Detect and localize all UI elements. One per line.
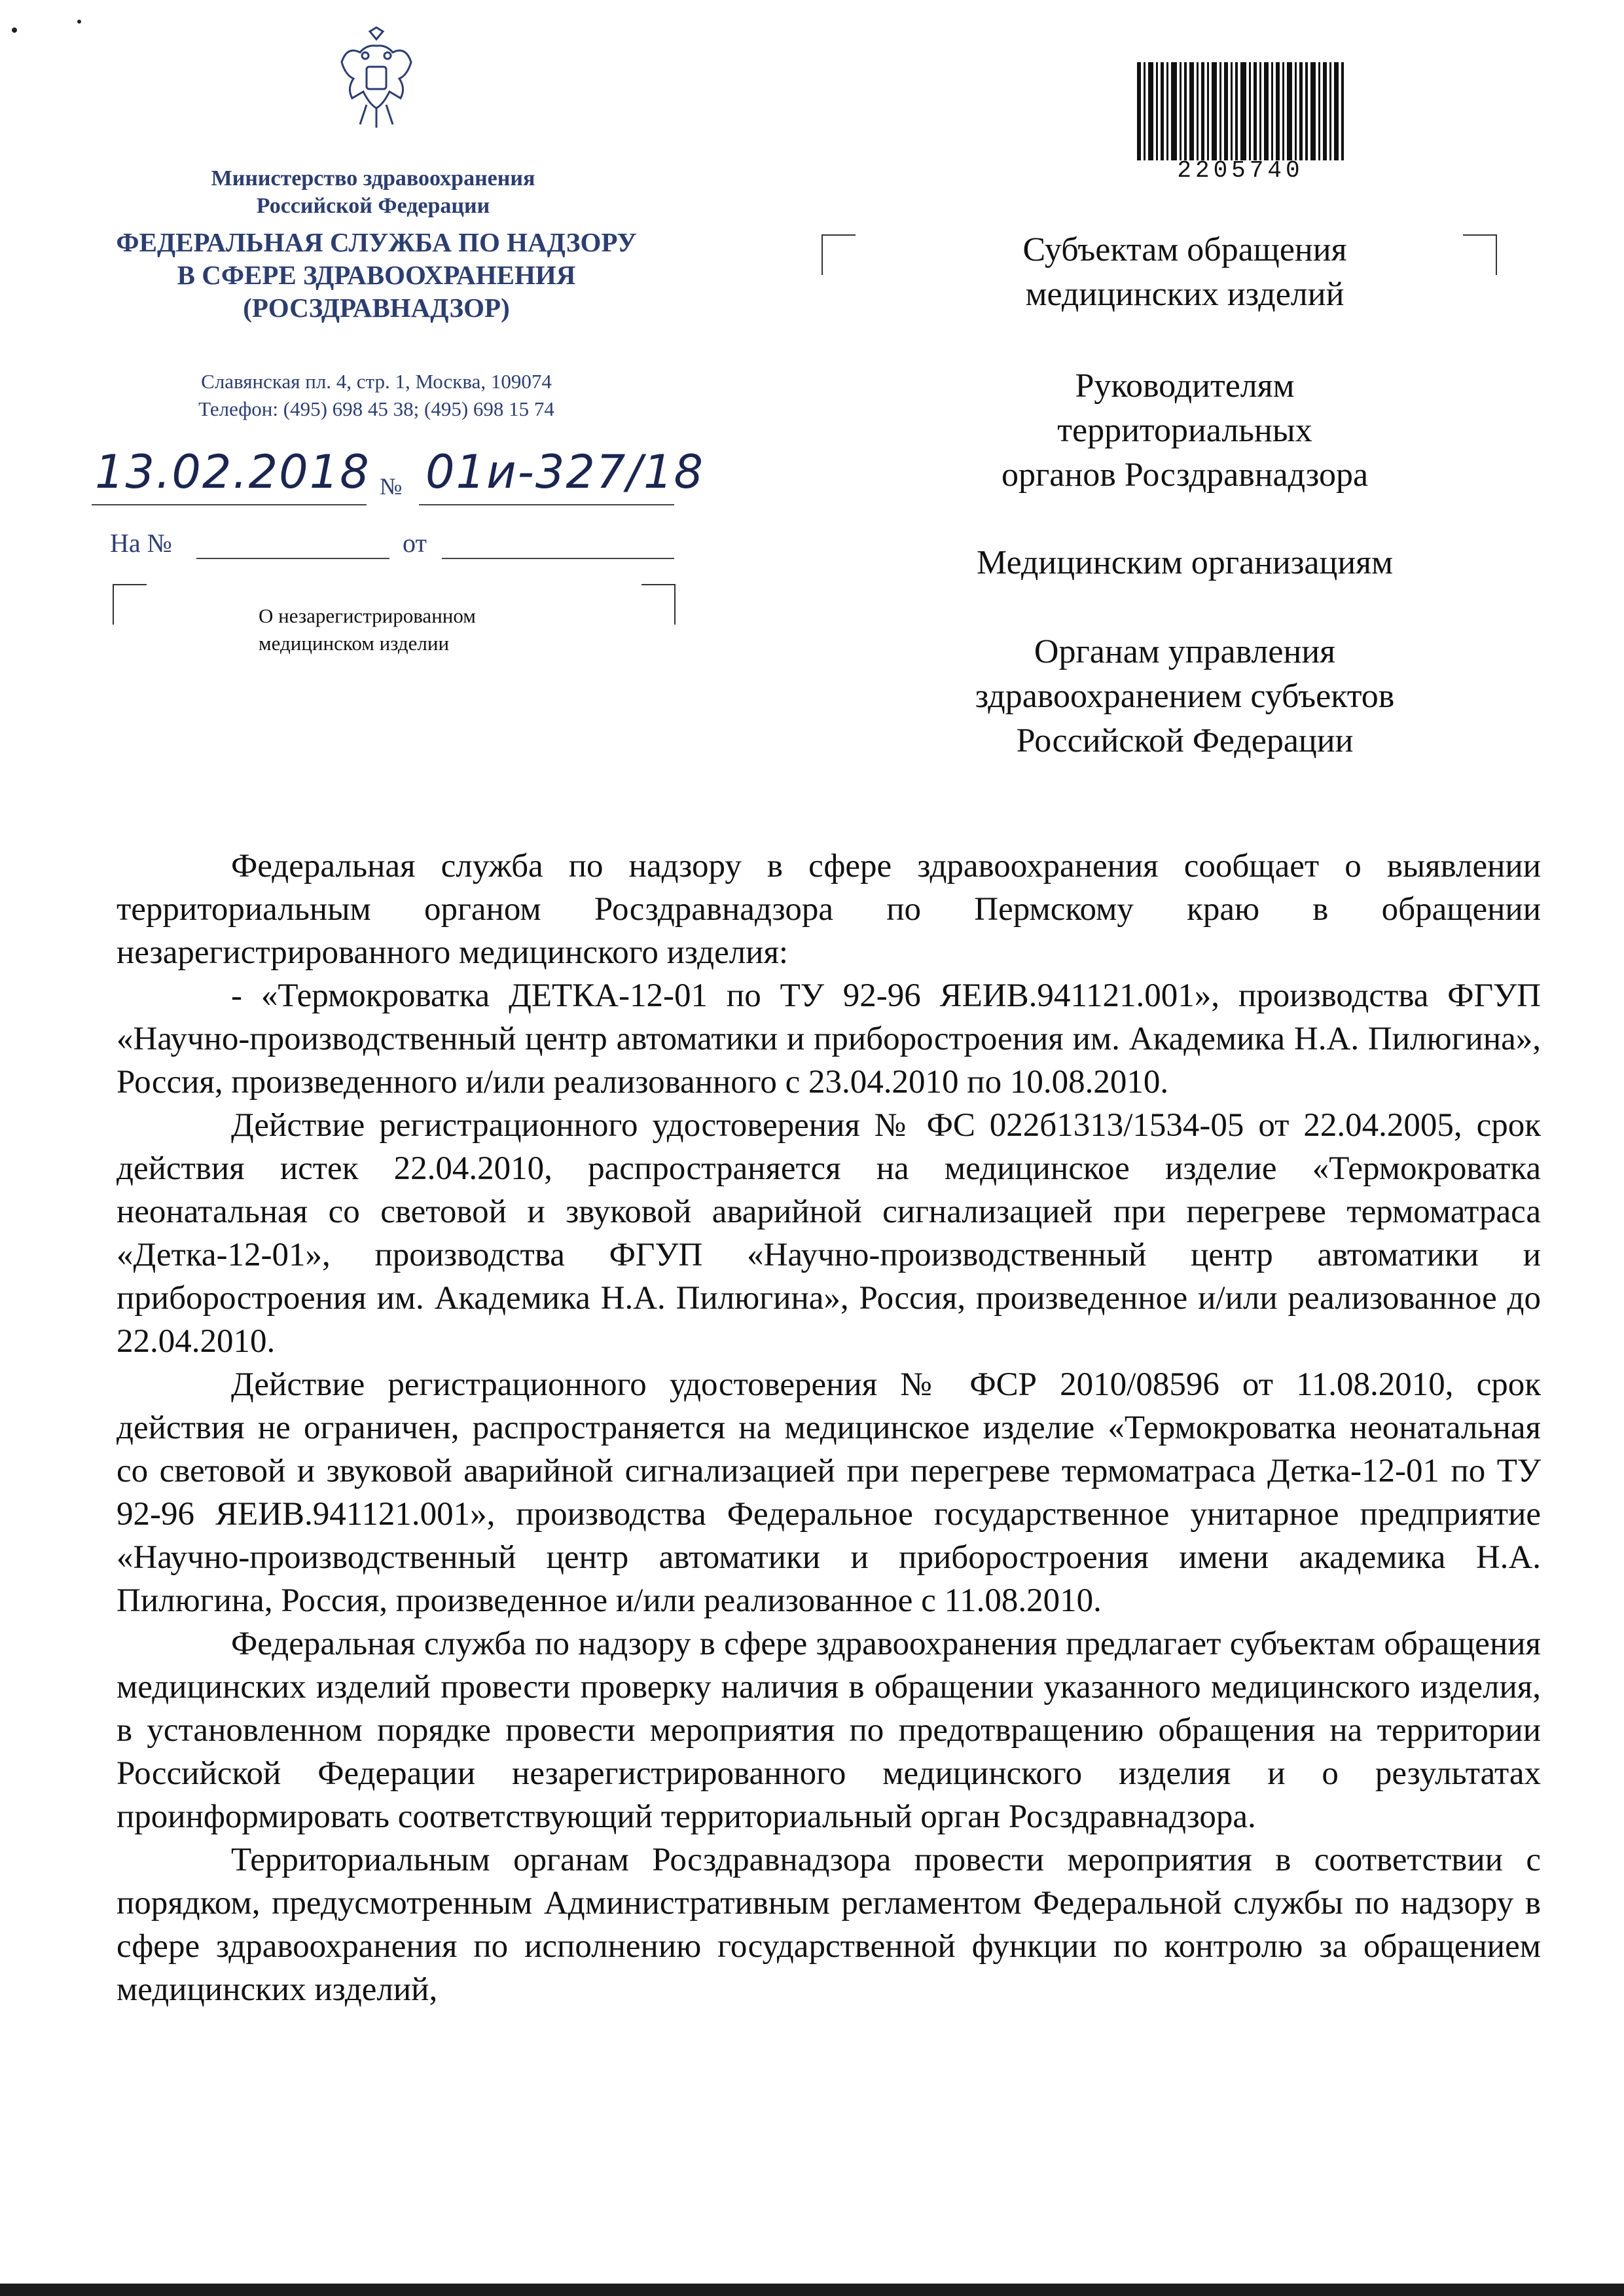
addressee-line: Руководителям: [1075, 367, 1295, 405]
address-line: Славянская пл. 4, стр. 1, Москва, 109074: [201, 370, 552, 393]
number-underline: [419, 504, 674, 505]
addressee-corner-right: [1463, 234, 1497, 275]
registration-date: 13.02.2018: [95, 445, 370, 499]
addressee-line: медицинских изделий: [1025, 276, 1344, 313]
subject-corner-right: [641, 584, 676, 625]
phone-line: Телефон: (495) 698 45 38; (495) 698 15 74: [198, 397, 554, 420]
service-name: [85, 226, 668, 324]
addressee-corner-left: [821, 234, 856, 275]
number-sign: №: [380, 473, 403, 500]
service-line: В СФЕРЕ ЗДРАВООХРАНЕНИЯ: [177, 260, 576, 290]
addressee-block: [910, 228, 1460, 317]
addressee-line: Медицинским организациям: [977, 544, 1393, 581]
scan-artifact-dot: [12, 27, 17, 33]
body-paragraph: Территориальным органам Росздравнадзора провести мероприятия в соответствии с порядком, предусмотренным Административным регламентом Федеральной службы по надзору в сфере здравоохранения по исполнению государственной функции по контролю за обращением медицинских изделий,: [117, 1842, 1541, 2008]
body-paragraph: Действие регистрационного удостоверения № ФСР 2010/08596 от 11.08.2010, срок действия не ограничен, распространяется на медицинское изделие «Термокроватка неонатальная со световой и звуковой аварийной сигнализацией при перегреве термоматраса Детка-12-01 по ТУ 92-96 ЯЕИВ.941121.001», производства Федеральное государственное унитарное предприятие «Научно-производственный центр автоматики и приборостроения имени академика Н.А. Пилюгина, Россия, произведенное и/или реализованное с 11.08.2010.: [117, 1366, 1541, 1619]
reference-number-line: [196, 558, 389, 559]
subject-line: [259, 602, 533, 657]
subject-corner-left: [113, 584, 147, 625]
service-line: ФЕДЕРАЛЬНАЯ СЛУЖБА ПО НАДЗОРУ: [116, 227, 637, 257]
address-block: [118, 368, 635, 423]
scan-bottom-edge: [0, 2284, 1624, 2296]
addressee-line: Российской Федерации: [1016, 722, 1354, 759]
russian-coat-of-arms-icon: [334, 26, 419, 131]
registration-number: 01и-327/18: [425, 445, 705, 499]
scan-artifact-dot: [77, 20, 81, 24]
addressee-block: [910, 541, 1460, 585]
addressee-line: здравоохранением субъектов: [975, 678, 1395, 715]
reference-number-label: На №: [110, 528, 172, 558]
subject-text: О незарегистрированном: [259, 604, 476, 627]
reference-date-line: [442, 558, 674, 559]
barcode-number: 2205740: [1177, 157, 1304, 184]
addressee-line: территориальных: [1057, 412, 1312, 449]
addressee-line: органов Росздравнадзора: [1001, 456, 1369, 494]
addressee-line: Органам управления: [1034, 633, 1336, 670]
barcode-icon: [1136, 62, 1345, 160]
ministry-name: [144, 165, 602, 220]
subject-text: медицинском изделии: [259, 632, 450, 655]
letter-body: [117, 845, 1541, 2011]
date-underline: [92, 504, 367, 505]
reference-from-label: от: [403, 528, 427, 558]
service-line: (РОСЗДРАВНАДЗОР): [243, 293, 510, 323]
body-paragraph: Действие регистрационного удостоверения № ФС 022б1313/1534-05 от 22.04.2005, срок действия истек 22.04.2010, распространяется на медицинское изделие «Термокроватка неонатальная со световой и звуковой аварийной сигнализацией при перегреве термоматраса «Детка-12-01», производства ФГУП «Научно-производственный центр автоматики и приборостроения им. Академика Н.А. Пилюгина», Россия, произведенное и/или реализованное до 22.04.2010.: [117, 1107, 1541, 1360]
body-paragraph: Федеральная служба по надзору в сфере здравоохранения сообщает о выявлении территориальным органом Росздравнадзора по Пермскому краю в обращении незарегистрированного медицинского изделия:: [117, 848, 1541, 971]
ministry-line: Министерство здравоохранения: [211, 166, 535, 191]
addressee-block: [910, 364, 1460, 498]
body-paragraph: - «Термокроватка ДЕТКА-12-01 по ТУ 92-96 ЯЕИВ.941121.001», производства ФГУП «Научно-производственный центр автоматики и приборостроения им. Академика Н.А. Пилюгина», Россия, произведенного и/или реализованного с 23.04.2010 по 10.08.2010.: [117, 977, 1541, 1101]
addressee-line: Субъектам обращения: [1022, 231, 1347, 268]
body-paragraph: Федеральная служба по надзору в сфере здравоохранения предлагает субъектам обращения медицинских изделий провести проверку наличия в обращении указанного медицинского изделия, в установленном порядке провести мероприятия по предотвращению обращения на территории Российской Федерации незарегистрированного медицинского изделия и о результатах проинформировать соответствующий территориальный орган Росздравнадзора.: [117, 1626, 1541, 1835]
ministry-line: Российской Федерации: [256, 194, 490, 218]
addressee-block: [910, 630, 1460, 763]
